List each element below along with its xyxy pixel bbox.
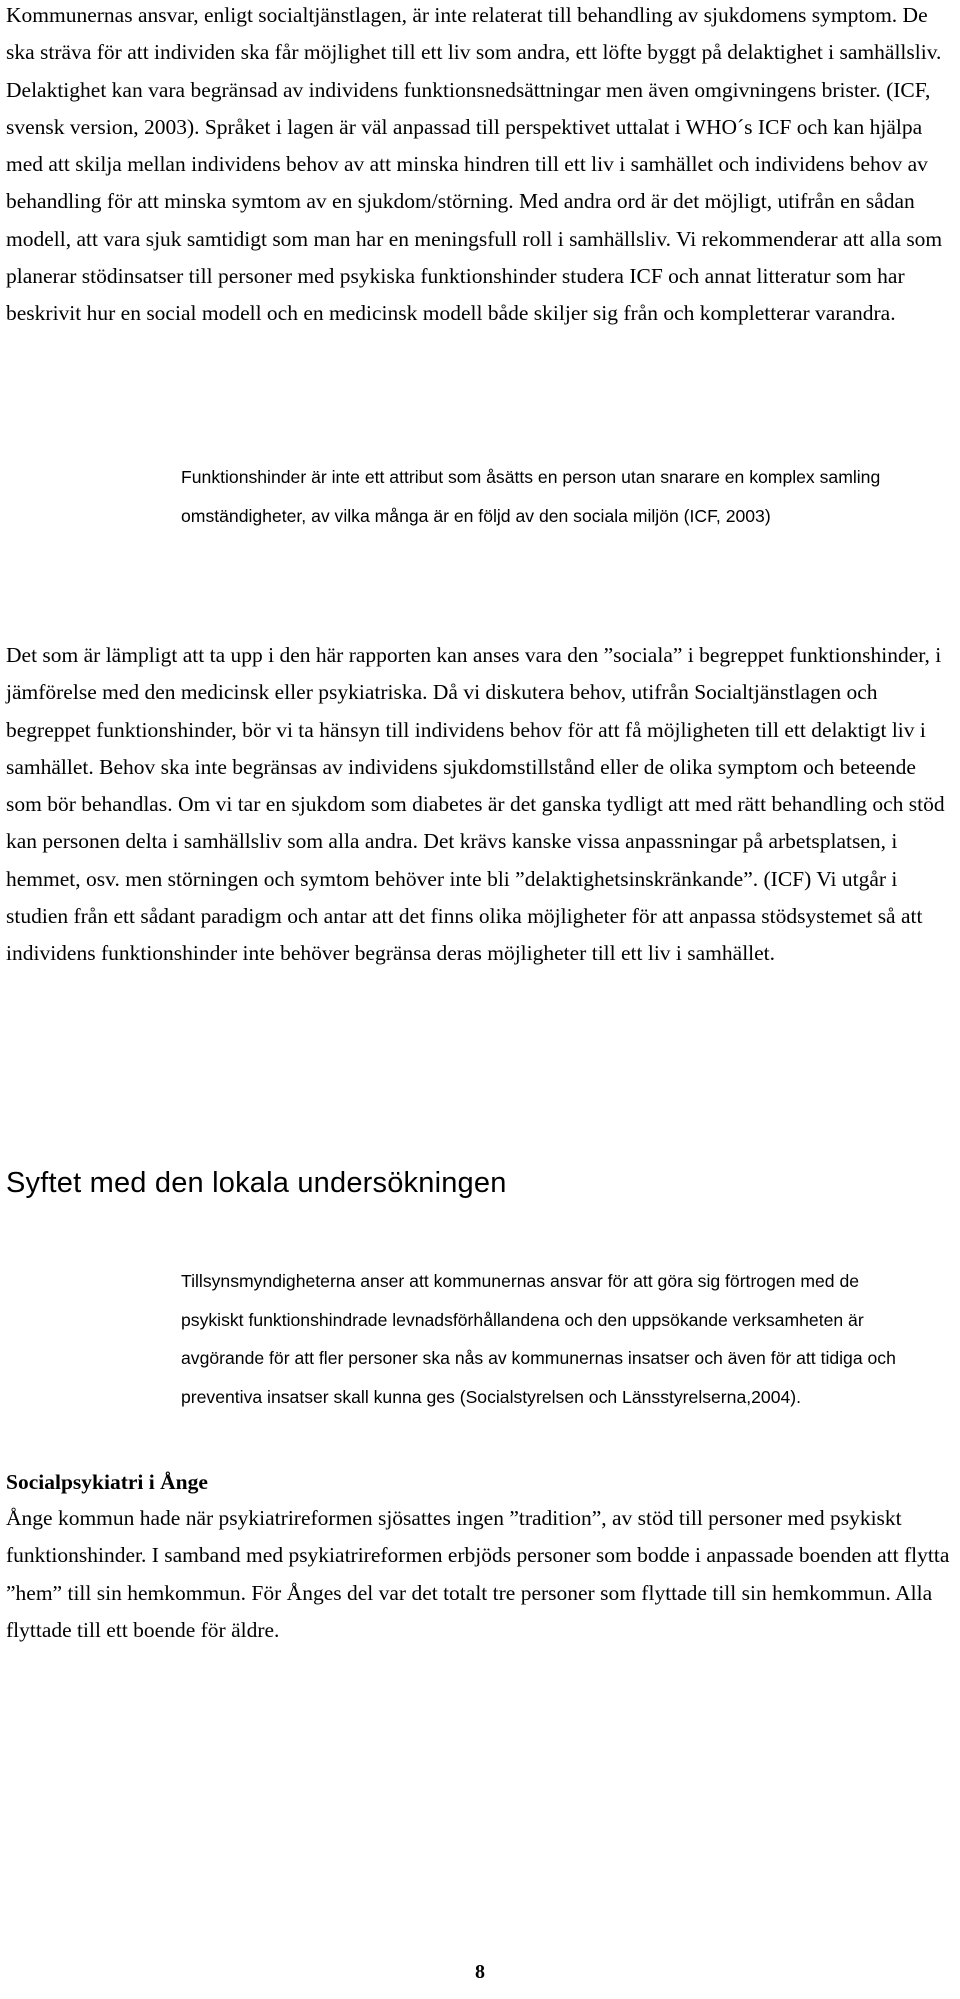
body-paragraph-ange: Ånge kommun hade när psykiatrireformen sjösattes ingen ”tradition”, av stöd till personer med psykiskt funktionshinder. I samband med psykiatrireformen erbjöds personer som bodde i anpassade boenden att flytta ”hem” till sin hemkommun. För Ånges del var det totalt tre personer som flyttade till sin hemkommun. Alla flyttade till ett boende för äldre. [6,1506,950,1642]
subsection-heading-ange: Socialpsykiatri i Ånge [6,1470,208,1494]
body-paragraph-social-disability: Det som är lämpligt att ta upp i den här rapporten kan anses vara den ”sociala” i begreppet funktionshinder, i jämförelse med den medicinsk eller psykiatriska. Då vi diskutera behov, utifrån Socialtjänstlagen och begreppet funktionshinder, bör vi ta hänsyn till individens behov för att få möjligheten till ett delaktigt liv i samhället. Behov ska inte begränsas av individens sjukdomstillstånd eller de olika symptom och beteende som bör behandlas. Om vi tar en sjukdom som diabetes är det ganska tydligt att med rätt behandling och stöd kan personen delta i samhällsliv som alla andra. Det krävs kanske vissa anpassningar på arbetsplatsen, i hemmet, osv. men störningen och symtom behöver inte bli ”delaktighetsinskränkande”. (ICF) Vi utgår i studien från ett sådant paradigm och antar att det finns olika möjligheter för att anpassa stödsystemet så att individens funktionshinder inte behöver begränsa deras möjligheter till ett liv i samhället. [6,643,945,966]
section-heading-purpose: Syftet med den lokala undersökningen [6,1167,507,1199]
block-quote-authorities: Tillsynsmyndigheterna anser att kommunernas ansvar för att göra sig förtrogen med de psykiskt funktionshindrade levnadsförhållandena och den uppsökande verksamheten är avgörande för att fler personer ska nås av kommunernas insatser och även för att tidiga och preventiva insatser skall kunna ges (Socialstyrelsen och Länsstyrelserna,2004). [181,1271,896,1407]
page-number: 8 [475,1961,485,1983]
block-quote-icf: Funktionshinder är inte ett attribut som åsätts en person utan snarare en komplex samling omständigheter, av vilka många är en följd av den sociala miljön (ICF, 2003) [181,467,881,526]
body-paragraph-icf: Kommunernas ansvar, enligt socialtjänstlagen, är inte relaterat till behandling av sjukdomens symptom. De ska sträva för att individen ska får möjlighet till ett liv som andra, ett löfte byggt på delaktighet i samhällsliv. Delaktighet kan vara begränsad av individens funktionsnedsättningar men även omgivningens brister. (ICF, svensk version, 2003). Språket i lagen är väl anpassad till perspektivet uttalat i WHO´s ICF och kan hjälpa med att skilja mellan individens behov av att minska hindren till ett liv i samhället och individens behov av behandling för att minska symtom av en sjukdom/störning. Med andra ord är det möjligt, utifrån en sådan modell, att vara sjuk samtidigt som man har en meningsfull roll i samhällsliv. Vi rekommenderar att alla som planerar stödinsatser till personer med psykiska funktionshinder studera ICF och annat litteratur som har beskrivit hur en social modell och en medicinsk modell både skiljer sig från och kompletterar varandra. [6,3,943,326]
